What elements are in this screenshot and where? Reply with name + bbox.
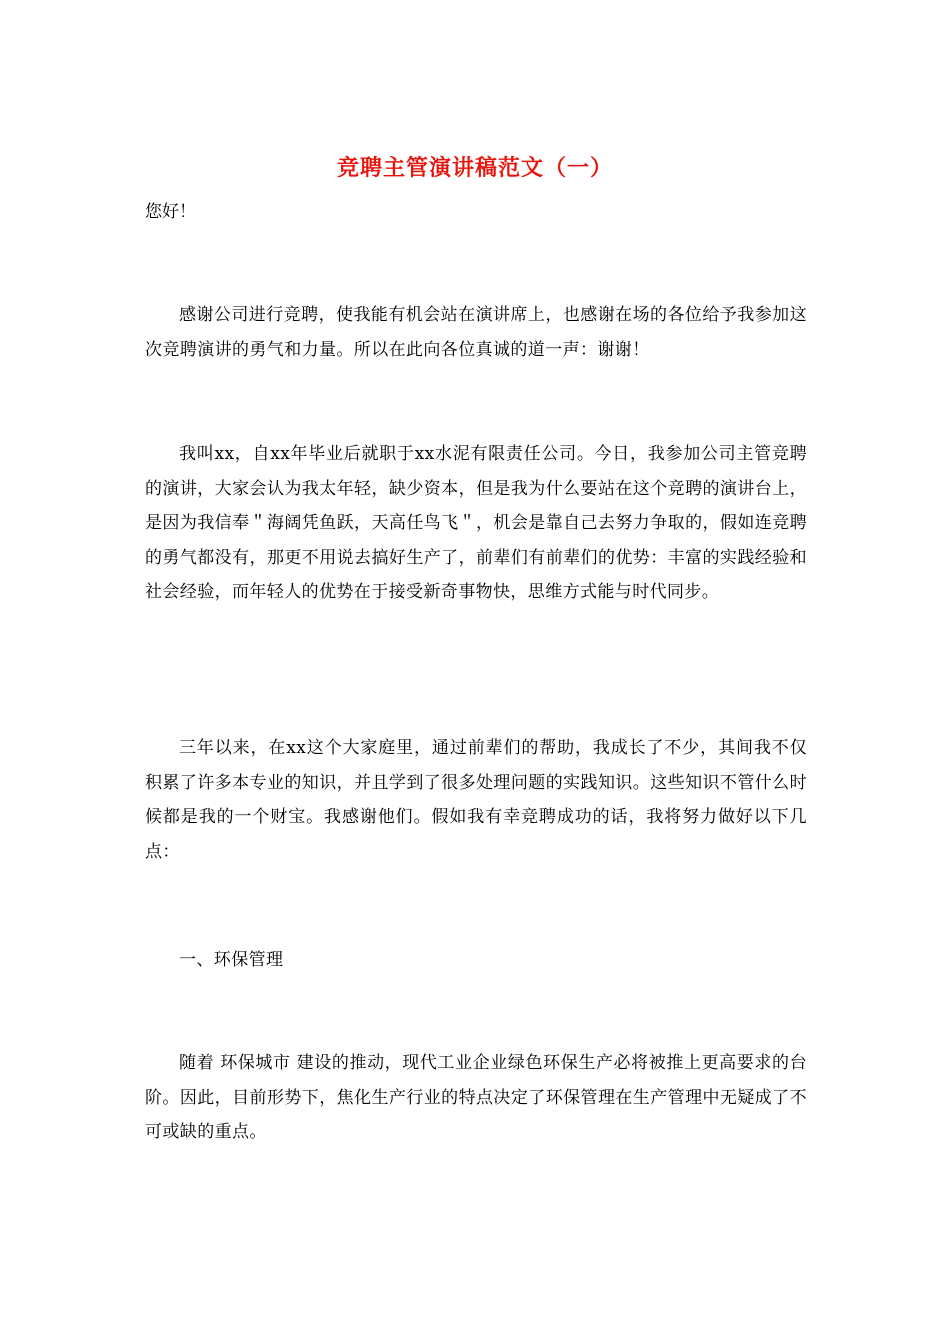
paragraph-thanks: 感谢公司进行竞聘，使我能有机会站在演讲席上，也感谢在场的各位给予我参加这次竞聘演讲的勇气和力量。所以在此向各位真诚的道一声：谢谢！ (145, 305, 807, 360)
section-heading-environmental: 一、环保管理 (179, 950, 284, 970)
paragraph-introduction: 我叫xx，自xx年毕业后就职于xx水泥有限责任公司。今日，我参加公司主管竞聘的演讲，大家会认为我太年轻，缺少资本，但是我为什么要站在这个竞聘的演讲台上，是因为我信奉＂海阔凭鱼跃，天高任鸟飞＂，机会是靠自己去努力争取的，假如连竞聘的勇气都没有，那更不用说去搞好生产了，前辈们有前辈们的优势：丰富的实践经验和社会经验，而年轻人的优势在于接受新奇事物快，思维方式能与时代同步。 (145, 444, 807, 602)
paragraph-experience: 三年以来，在xx这个大家庭里，通过前辈们的帮助，我成长了不少，其间我不仅积累了许多本专业的知识，并且学到了很多处理问题的实践知识。这些知识不管什么时候都是我的一个财宝。我感谢他们。假如我有幸竞聘成功的话，我将努力做好以下几点： (145, 738, 807, 862)
greeting-text: 您好！ (145, 202, 196, 222)
document-title: 竞聘主管演讲稿范文（一） (336, 155, 613, 181)
paragraph-environmental: 随着 环保城市 建设的推动，现代工业企业绿色环保生产必将被推上更高要求的台阶。因此，目前形势下，焦化生产行业的特点决定了环保管理在生产管理中无疑成了不可或缺的重点。 (145, 1053, 807, 1142)
